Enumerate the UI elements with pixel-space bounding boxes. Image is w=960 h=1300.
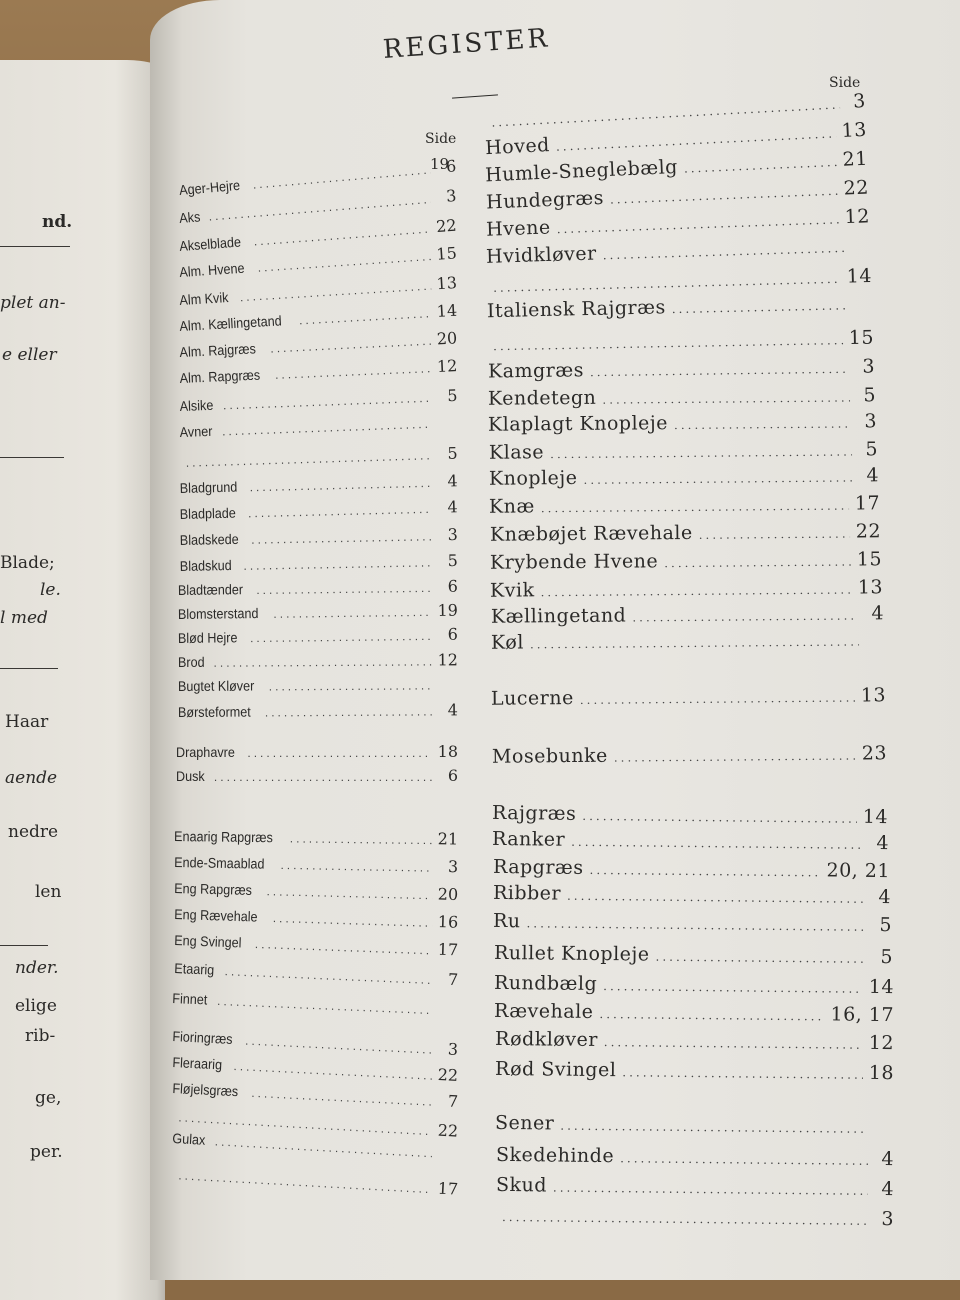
index-term: Ranker bbox=[492, 828, 565, 851]
left-page-rule bbox=[0, 945, 48, 946]
dot-leader bbox=[269, 678, 432, 693]
index-page-number: 21 bbox=[438, 829, 459, 848]
index-entry bbox=[491, 684, 886, 709]
index-entry bbox=[494, 942, 893, 968]
index-term: Bugtet Kløver bbox=[178, 678, 254, 694]
index-term: Humle-Sneglebælg bbox=[485, 156, 679, 186]
index-page-number: 14 bbox=[436, 301, 457, 321]
index-term: Kvik bbox=[490, 579, 535, 601]
index-page-number: 3 bbox=[845, 90, 866, 113]
index-entry bbox=[489, 438, 878, 463]
index-entry bbox=[488, 410, 877, 435]
dot-leader bbox=[614, 749, 856, 765]
index-entry bbox=[496, 1144, 894, 1170]
left-page-text-fragment: aende bbox=[5, 768, 165, 788]
dot-leader bbox=[265, 704, 432, 719]
index-page-number: 22 bbox=[843, 176, 869, 199]
dot-leader bbox=[256, 581, 432, 597]
index-page-number: 15 bbox=[436, 243, 458, 263]
left-page-rule bbox=[0, 457, 64, 458]
dot-leader bbox=[664, 555, 851, 571]
index-term: Alm. Rapgræs bbox=[179, 367, 260, 386]
index-entry bbox=[493, 882, 891, 908]
index-term: Eng Rævehale bbox=[174, 906, 258, 925]
index-entry bbox=[494, 972, 894, 998]
dot-leader bbox=[672, 298, 848, 316]
left-page-text-fragment: Haar bbox=[5, 712, 165, 732]
index-page-number: 19 bbox=[437, 601, 458, 620]
index-page-number: 23 bbox=[862, 742, 887, 764]
left-page-text-fragment: plet an- bbox=[0, 293, 160, 313]
index-page-number: 5 bbox=[856, 384, 876, 406]
index-entry bbox=[490, 576, 883, 601]
index-term: Rundbælg bbox=[494, 972, 597, 995]
index-term: Skud bbox=[496, 1174, 547, 1197]
dot-leader bbox=[266, 884, 432, 902]
index-entry bbox=[176, 742, 458, 761]
index-term: Knopleje bbox=[489, 467, 578, 490]
dot-leader bbox=[502, 1210, 868, 1228]
side-label-col1: Side bbox=[425, 131, 456, 147]
index-term: Bladskud bbox=[180, 557, 232, 574]
index-term: Brod bbox=[178, 654, 205, 670]
index-page-number: 4 bbox=[871, 886, 891, 908]
index-term: Enaarig Rapgræs bbox=[174, 828, 273, 845]
index-page-number: 13 bbox=[858, 576, 883, 598]
left-page-text-fragment: le. bbox=[40, 580, 200, 600]
index-entry bbox=[496, 1174, 894, 1200]
dot-leader bbox=[580, 691, 855, 707]
index-page-number: 22 bbox=[437, 1065, 458, 1085]
index-term: Ende-Smaablad bbox=[174, 854, 265, 872]
index-term: Eng Rapgræs bbox=[174, 880, 252, 898]
dot-leader bbox=[550, 445, 852, 462]
index-entry bbox=[178, 601, 458, 623]
dot-leader bbox=[530, 635, 859, 652]
index-term: Rævehale bbox=[494, 1000, 594, 1023]
index-term: Hundegræs bbox=[486, 187, 605, 214]
index-entry bbox=[490, 548, 882, 573]
index-term: Rødkløver bbox=[495, 1028, 598, 1051]
dot-leader bbox=[251, 529, 432, 546]
dot-leader bbox=[656, 950, 868, 966]
index-entry bbox=[496, 1204, 894, 1230]
index-entry bbox=[492, 742, 887, 767]
index-term: Dusk bbox=[176, 768, 205, 784]
index-entry bbox=[490, 520, 881, 545]
dot-leader bbox=[674, 417, 851, 433]
index-page-number: 7 bbox=[438, 1091, 459, 1111]
index-page-number: 4 bbox=[874, 1178, 894, 1200]
index-page-number: 13 bbox=[436, 273, 457, 293]
index-page-number: 12 bbox=[438, 650, 458, 669]
index-term: Ribber bbox=[493, 882, 561, 905]
index-page-number: 3 bbox=[857, 410, 877, 432]
index-page-number: 6 bbox=[435, 156, 457, 177]
index-page-number: 22 bbox=[437, 1121, 458, 1141]
index-term: Knæbøjet Rævehale bbox=[490, 522, 693, 546]
index-term: Bladtænder bbox=[178, 581, 243, 598]
index-entry bbox=[174, 826, 458, 848]
index-term: Avner bbox=[179, 423, 212, 440]
index-term: Alm. Kællingetand bbox=[179, 312, 282, 334]
index-term: Etaarig bbox=[174, 960, 215, 978]
index-page-number: 5 bbox=[872, 914, 892, 936]
index-entry bbox=[178, 700, 458, 721]
index-page-number: 21 bbox=[842, 148, 868, 171]
dot-leader bbox=[583, 471, 853, 487]
dot-leader bbox=[567, 889, 865, 906]
index-term: Finnet bbox=[172, 990, 208, 1007]
dot-leader bbox=[560, 1119, 868, 1136]
left-page-text-fragment: elige bbox=[15, 996, 175, 1016]
index-entry bbox=[178, 650, 458, 671]
dot-leader bbox=[699, 527, 850, 542]
index-page-number: 5 bbox=[873, 946, 893, 968]
dot-leader bbox=[553, 1181, 868, 1198]
index-entry bbox=[178, 577, 458, 599]
index-page-number: 17 bbox=[855, 492, 880, 514]
index-page-number: 22 bbox=[436, 216, 458, 236]
index-entry bbox=[176, 766, 458, 785]
index-term: Blomsterstand bbox=[178, 605, 259, 622]
index-page-number: 5 bbox=[437, 444, 458, 464]
index-term: Lucerne bbox=[491, 687, 574, 710]
index-term: Hvidkløver bbox=[486, 243, 597, 268]
index-term: Italiensk Rajgræs bbox=[487, 296, 666, 322]
dot-leader bbox=[250, 629, 432, 645]
index-page-number: 3 bbox=[436, 186, 457, 207]
dot-leader bbox=[247, 746, 431, 760]
left-page-rule bbox=[0, 668, 58, 669]
index-term: Eng Svingel bbox=[174, 932, 242, 950]
index-page-number: 22 bbox=[856, 520, 881, 542]
index-entry bbox=[493, 856, 890, 882]
index-page-number bbox=[438, 1014, 458, 1015]
index-term: Sener bbox=[495, 1112, 555, 1135]
index-page-number: 14 bbox=[869, 976, 894, 998]
index-entry bbox=[495, 1112, 894, 1138]
index-page-number: 18 bbox=[438, 742, 458, 761]
index-term: Kamgræs bbox=[488, 359, 584, 382]
page-title: REGISTER bbox=[382, 23, 551, 65]
index-page-number: 5 bbox=[858, 438, 878, 460]
left-page-rule bbox=[0, 246, 70, 247]
index-term: Rullet Knopleje bbox=[494, 942, 650, 966]
index-term: Knæ bbox=[489, 495, 535, 517]
side-label-col2: Side bbox=[829, 75, 860, 91]
index-page-number: 6 bbox=[438, 625, 458, 644]
index-page-number: 3 bbox=[438, 1039, 459, 1059]
index-page-number: 6 bbox=[438, 766, 458, 785]
dot-leader bbox=[290, 831, 432, 847]
index-term: Bladgrund bbox=[180, 479, 238, 496]
dot-leader bbox=[541, 499, 849, 516]
left-page-text-fragment: Blade; bbox=[0, 553, 160, 573]
index-page-number: 13 bbox=[861, 684, 886, 706]
index-page-number: 12 bbox=[844, 205, 870, 228]
index-page-number: 13 bbox=[841, 119, 867, 142]
dot-leader bbox=[280, 858, 432, 875]
dot-leader bbox=[214, 770, 432, 784]
dot-leader bbox=[622, 1065, 863, 1082]
index-page-number: 4 bbox=[437, 497, 457, 516]
index-term: Aks bbox=[179, 208, 201, 226]
index-term: Ager-Hejre bbox=[179, 177, 241, 198]
index-term: Rød Svingel bbox=[495, 1058, 617, 1081]
index-term: Alm. Hvene bbox=[179, 260, 245, 280]
dot-leader bbox=[603, 979, 863, 996]
index-page-number: 20, 21 bbox=[826, 859, 890, 882]
index-term: Fløjelsgræs bbox=[172, 1080, 239, 1099]
index-term: Fleraarig bbox=[172, 1054, 222, 1072]
index-page-number bbox=[851, 251, 871, 252]
index-entry bbox=[178, 625, 458, 647]
index-page-number: 12 bbox=[437, 356, 458, 376]
index-entry bbox=[488, 384, 876, 409]
index-page-number: 4 bbox=[438, 700, 458, 719]
index-page-number: 4 bbox=[869, 832, 889, 854]
index-entry bbox=[178, 676, 458, 694]
index-term: Klaplagt Knopleje bbox=[488, 412, 668, 436]
index-page-number: 15 bbox=[849, 327, 875, 349]
index-term: Hoved bbox=[485, 134, 551, 159]
dot-leader bbox=[571, 835, 863, 852]
index-term: Køl bbox=[491, 631, 524, 653]
index-entry bbox=[491, 628, 885, 653]
index-page-number: 19 bbox=[430, 155, 449, 173]
index-page-number: 12 bbox=[869, 1032, 894, 1054]
index-page-number: 4 bbox=[874, 1148, 894, 1170]
index-term: Bladplade bbox=[180, 505, 236, 522]
index-page-number: 3 bbox=[874, 1208, 894, 1230]
dot-leader bbox=[213, 654, 431, 669]
index-entry bbox=[495, 1028, 894, 1054]
index-page-number: 18 bbox=[869, 1062, 894, 1084]
index-term: Alm. Rajgræs bbox=[179, 340, 256, 360]
left-page-text-fragment: len bbox=[35, 882, 195, 902]
dot-leader bbox=[540, 583, 851, 600]
dot-leader bbox=[590, 863, 821, 879]
dot-leader bbox=[526, 916, 866, 934]
dot-leader bbox=[599, 1007, 824, 1023]
left-page-text-fragment: ge, bbox=[35, 1088, 195, 1108]
index-page-number: 6 bbox=[438, 577, 458, 596]
index-entry bbox=[489, 464, 879, 489]
index-page-number: 3 bbox=[855, 355, 875, 377]
index-page-number: 5 bbox=[438, 551, 458, 570]
index-term: Ru bbox=[493, 910, 521, 932]
index-entry bbox=[494, 1000, 894, 1026]
index-term: Krybende Hvene bbox=[490, 550, 658, 573]
dot-leader bbox=[604, 1035, 863, 1052]
index-entry bbox=[492, 828, 889, 854]
index-term: Akselblade bbox=[179, 234, 242, 254]
dot-leader bbox=[582, 809, 857, 826]
dot-leader bbox=[602, 391, 850, 407]
index-term: Mosebunke bbox=[492, 745, 608, 768]
index-term: Kendetegn bbox=[488, 387, 597, 410]
index-entry bbox=[491, 602, 884, 627]
index-term: Skedehinde bbox=[496, 1144, 614, 1167]
index-term: Alm Kvik bbox=[179, 289, 229, 308]
index-page-number: 17 bbox=[437, 940, 458, 960]
index-entry bbox=[489, 492, 880, 517]
index-entry bbox=[495, 1058, 894, 1084]
index-term: Alsike bbox=[179, 397, 213, 414]
dot-leader bbox=[243, 555, 432, 572]
dot-leader bbox=[632, 609, 858, 625]
index-page-number: 7 bbox=[438, 969, 459, 989]
index-term: Gulax bbox=[172, 1130, 206, 1148]
index-page-number: 3 bbox=[438, 857, 458, 876]
index-term: Rajgræs bbox=[492, 802, 577, 825]
index-page-number: 15 bbox=[857, 548, 882, 570]
index-entry bbox=[493, 910, 892, 936]
left-page-text-fragment: nedre bbox=[8, 822, 168, 842]
index-page-number: 4 bbox=[859, 464, 879, 486]
index-term: Fioringræs bbox=[172, 1028, 233, 1047]
index-page-number: 20 bbox=[438, 884, 459, 903]
left-page-text-fragment: per. bbox=[30, 1142, 190, 1162]
index-page-number: 16 bbox=[438, 912, 459, 932]
left-page-text-fragment: nder. bbox=[15, 958, 175, 978]
index-page-number: 14 bbox=[846, 265, 872, 288]
index-page-number: 16, 17 bbox=[830, 1003, 894, 1026]
index-term: Rapgræs bbox=[493, 856, 584, 879]
left-page-text-fragment: e eller bbox=[2, 345, 162, 365]
dot-leader bbox=[590, 362, 849, 379]
index-page-number: 14 bbox=[863, 806, 888, 828]
index-page-number: 3 bbox=[438, 525, 458, 544]
index-term: Klase bbox=[489, 441, 544, 463]
index-term: Bladskede bbox=[180, 531, 239, 548]
index-term: Børsteformet bbox=[178, 704, 251, 720]
index-page-number: 20 bbox=[436, 328, 457, 348]
index-term: Draphavre bbox=[176, 744, 235, 760]
index-term: Blød Hejre bbox=[178, 629, 238, 646]
index-page-number bbox=[438, 427, 458, 428]
left-page-text-fragment: nd. bbox=[42, 212, 202, 232]
index-page-number: 4 bbox=[864, 602, 884, 624]
index-page-number: 4 bbox=[437, 471, 457, 490]
left-page-text-fragment: l med bbox=[0, 608, 160, 628]
dot-leader bbox=[273, 605, 431, 621]
index-term: Hvene bbox=[486, 216, 551, 240]
index-page-number bbox=[438, 1158, 458, 1159]
dot-leader bbox=[620, 1151, 868, 1168]
index-entry bbox=[492, 802, 888, 828]
index-term: Kællingetand bbox=[491, 605, 626, 628]
left-page-text-fragment: rib- bbox=[25, 1026, 185, 1046]
index-page-number: 5 bbox=[437, 386, 458, 406]
index-page-number: 17 bbox=[437, 1179, 458, 1199]
